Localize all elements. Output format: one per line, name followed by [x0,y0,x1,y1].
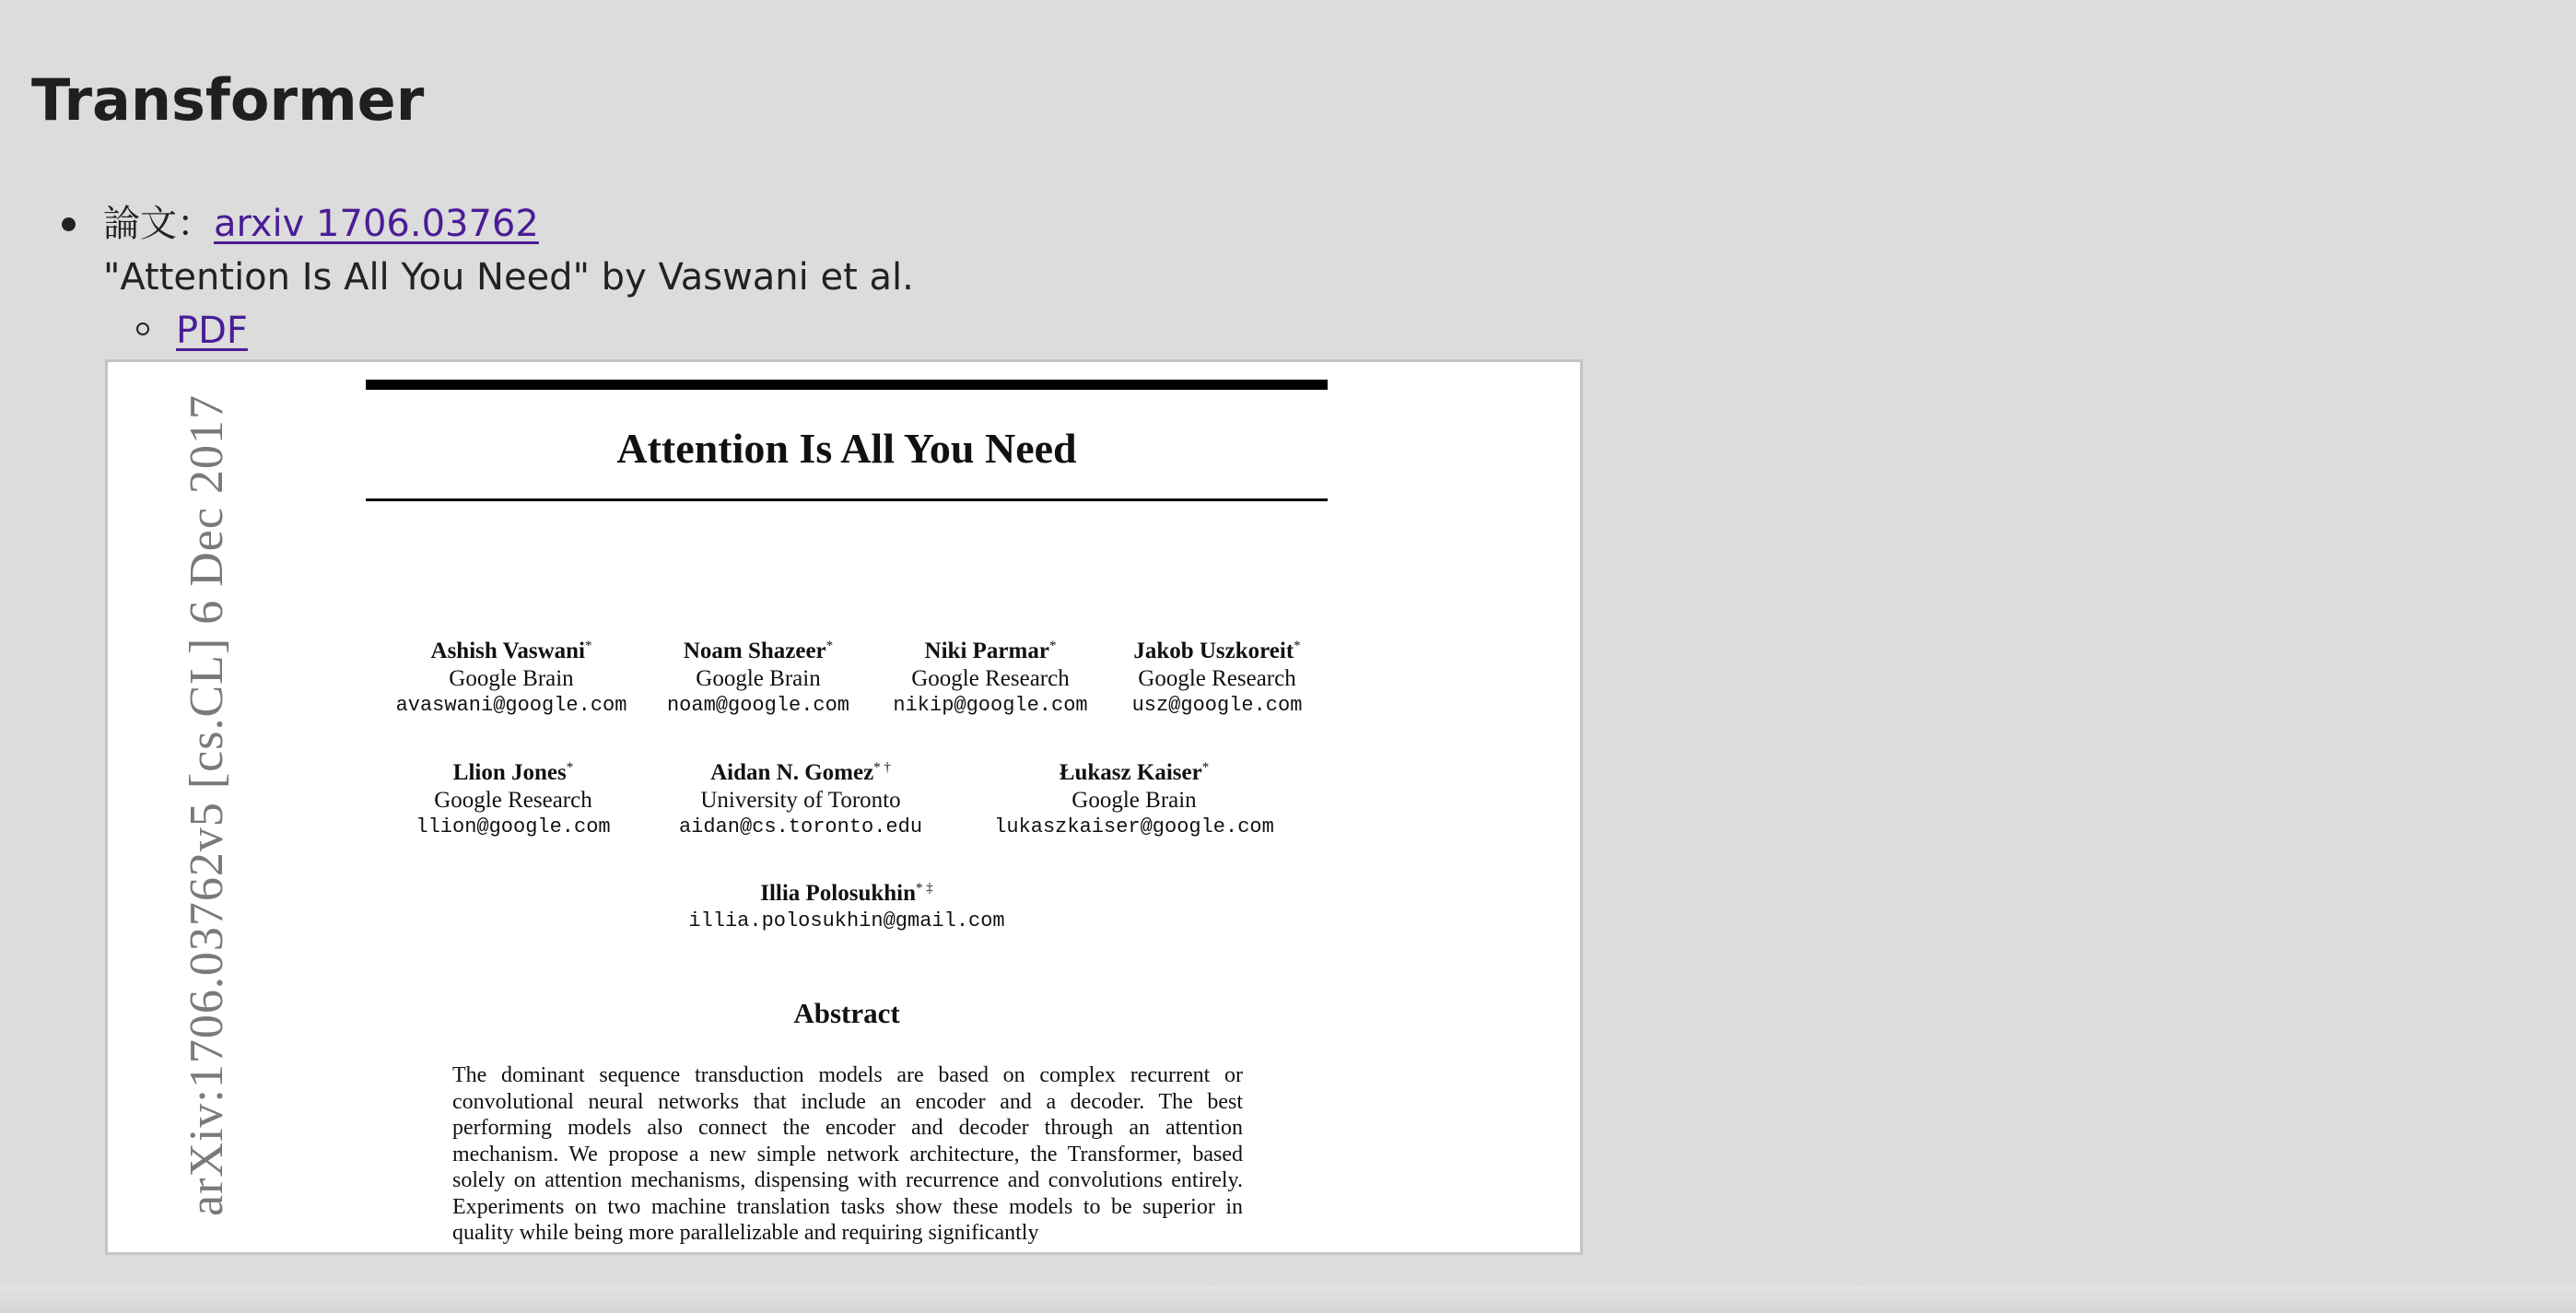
title-rule-top [366,380,1328,390]
author-email: illia.polosukhin@gmail.com [688,909,1005,932]
paper-line [103,201,539,247]
author-name: Aidan N. Gomez [710,760,874,785]
sub-bullet-circle [136,322,149,335]
author-affiliation: Google Research [911,666,1070,691]
author-affiliation: Google Research [434,788,592,813]
author-email: lukaszkaiser@google.com [994,815,1274,838]
author-email: nikip@google.com [893,694,1088,717]
author-email: avaswani@google.com [395,694,627,717]
bottom-edge [0,1285,2576,1313]
author-mark: * [584,639,592,653]
author-email: aidan@cs.toronto.edu [678,815,923,838]
bullet-dot [62,217,76,231]
author-block [416,754,610,841]
author-block [679,754,922,841]
author-affiliation: Google Brain [696,666,821,691]
pdf-preview-image[interactable] [105,359,1583,1255]
author-email: llion@google.com [416,815,611,838]
paper-description: "Attention Is All You Need" by Vaswani et al. [103,256,914,299]
author-name: Jakob Uszkoreit [1133,639,1294,663]
author-name: Noam Shazeer [683,639,826,663]
author-name: Llion Jones [452,760,567,785]
author-block [994,754,1274,841]
author-name: Ashish Vaswani [430,639,585,663]
author-email: noam@google.com [666,694,850,717]
author-block [667,632,849,720]
preview-title: Attention Is All You Need [616,425,1077,472]
author-block [893,632,1087,720]
abstract-heading: Abstract [793,997,900,1029]
arxiv-link[interactable]: arxiv 1706.03762 [214,203,539,245]
author-mark: * [566,760,574,775]
author-mark: * [1048,639,1057,653]
author-block [396,632,627,720]
arxiv-side-stamp: arXiv:1706.03762v5 [cs.CL] 6 Dec 2017 [181,394,233,1216]
author-affiliation: University of Toronto [700,788,901,813]
author-name: Niki Parmar [924,639,1049,663]
paper-label: 論文： [103,203,214,245]
author-affiliation: Google Research [1138,666,1296,691]
abstract-text: The dominant sequence transduction models are based on complex recurrent or convolutional neural networks that include an encoder and a decoder. The best performing models also connect the encoder and decoder through an attention mechanism. We propose a new simple network architecture, the Transformer, based solely on attention mechanisms, dispensing with recurrence and convolutions entirely. Experiments on two machine translation tasks show these models to be superior in quality while being more parallelizable and requiring significantly [452,1063,1243,1245]
pdf-link[interactable]: PDF [176,310,248,352]
author-affiliation: Google Brain [1071,788,1197,813]
author-name: Illia Polosukhin [760,881,917,906]
author-email: usz@google.com [1131,694,1303,717]
author-mark: * † [873,760,891,775]
author-block [1132,632,1303,720]
author-mark: * [1294,639,1301,653]
title-rule-bottom [366,498,1328,501]
page-title: Transformer [31,66,425,134]
author-name: Łukasz Kaiser [1059,760,1202,785]
author-mark: * [825,639,834,653]
author-mark: * ‡ [916,881,933,896]
author-affiliation: Google Brain [449,666,574,691]
author-mark: * [1201,760,1210,775]
author-block [688,874,1004,935]
